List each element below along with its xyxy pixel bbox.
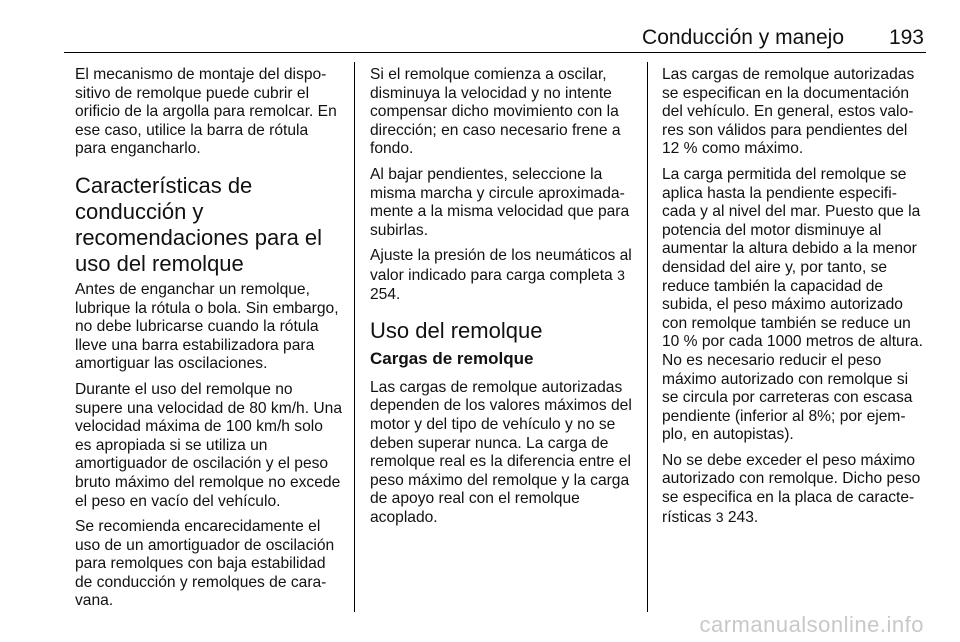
paragraph: Antes de enganchar un remolque, lubrique la rótula o bola. Sin embargo, no debe lubricarse cuando la rótula lleve una barra estabilizadora para amortiguar las oscilaciones. (75, 280, 339, 373)
watermark: carmanualsonline.info (699, 612, 924, 637)
column-2 (370, 66, 636, 534)
paragraph (662, 452, 928, 527)
paragraph: La carga permitida del remolque se aplica hasta la pendiente especifi-cada y al nivel del mar. Puesto que la potencia del motor disminuye al aumentar la altura debido a la menor densidad del aire y, por tanto, se reduce también la capacidad de subida, el peso máximo autorizado con remolque también se reduce un 10 % por cada 1000 metros de altura. No es necesario reducir el peso máximo autorizado con remolque si se circula por carreteras con escasa pendiente (inferior al 8%; por ejem-plo, en autopistas). (662, 165, 923, 444)
page-reference: 243. (723, 508, 759, 526)
page-reference: 254. (370, 285, 401, 303)
paragraph (370, 247, 636, 304)
column-divider-2 (647, 62, 648, 612)
column-3 (662, 66, 928, 534)
paragraph-text: Ajuste la presión de los neumáticos al valor indicado para carga completa (370, 247, 632, 284)
page-reference-arrow-icon: 3 (617, 266, 625, 283)
column-1 (75, 66, 343, 618)
page-reference-arrow-icon: 3 (715, 508, 724, 525)
page-number: 193 (888, 26, 924, 49)
paragraph-text: No se debe exceder el peso máximo autorizado con remolque. Dicho peso se especifica en la placa de caracte-rísticas (662, 451, 921, 526)
column-divider-1 (354, 62, 355, 612)
paragraph: Se recomienda encarecidamente el uso de un amortiguador de oscilación para remolques con baja estabilidad de conducción y remolques de cara-vana. (75, 518, 335, 610)
paragraph: Si el remolque comienza a oscilar, disminuya la velocidad y no intente compensar dicho movimiento con la dirección; en caso necesario frene a fondo. (370, 66, 621, 158)
paragraph: El mecanismo de montaje del dispo-sitivo de remolque puede cubrir el orificio de la argolla para remolcar. En ese caso, utilice la barra de rótula para engancharlo. (75, 66, 337, 158)
paragraph: Al bajar pendientes, seleccione la misma marcha y circule aproximada-mente a la misma velocidad que para subirlas. (370, 165, 630, 239)
subsection-heading: Cargas de remolque (370, 349, 534, 369)
section-heading: Uso del remolque (370, 318, 543, 344)
chapter-title: Conducción y manejo (642, 26, 844, 49)
section-heading: Características de conducción y recomendaciones para el uso del remolque (75, 172, 323, 276)
paragraph: Las cargas de remolque autorizadas dependen de los valores máximos del motor y del tipo de vehículo y no se deben superar nunca. La carga de remolque real es la diferencia entre el peso máximo del remolque y la carga de apoyo real con el remolque acoplado. (370, 378, 632, 526)
page-header (64, 24, 926, 53)
paragraph: Las cargas de remolque autorizadas se especifican en la documentación del vehículo. En general, estos valo-res son válidos para pendientes del 12 % como máximo. (662, 66, 915, 158)
paragraph: Durante el uso del remolque no supere una velocidad de 80 km/h. Una velocidad máxima de 100 km/h solo es apropiada si se utiliza un amortiguador de oscilación y el peso bruto máximo del remolque no excede el peso en vacío del vehículo. (75, 380, 342, 510)
